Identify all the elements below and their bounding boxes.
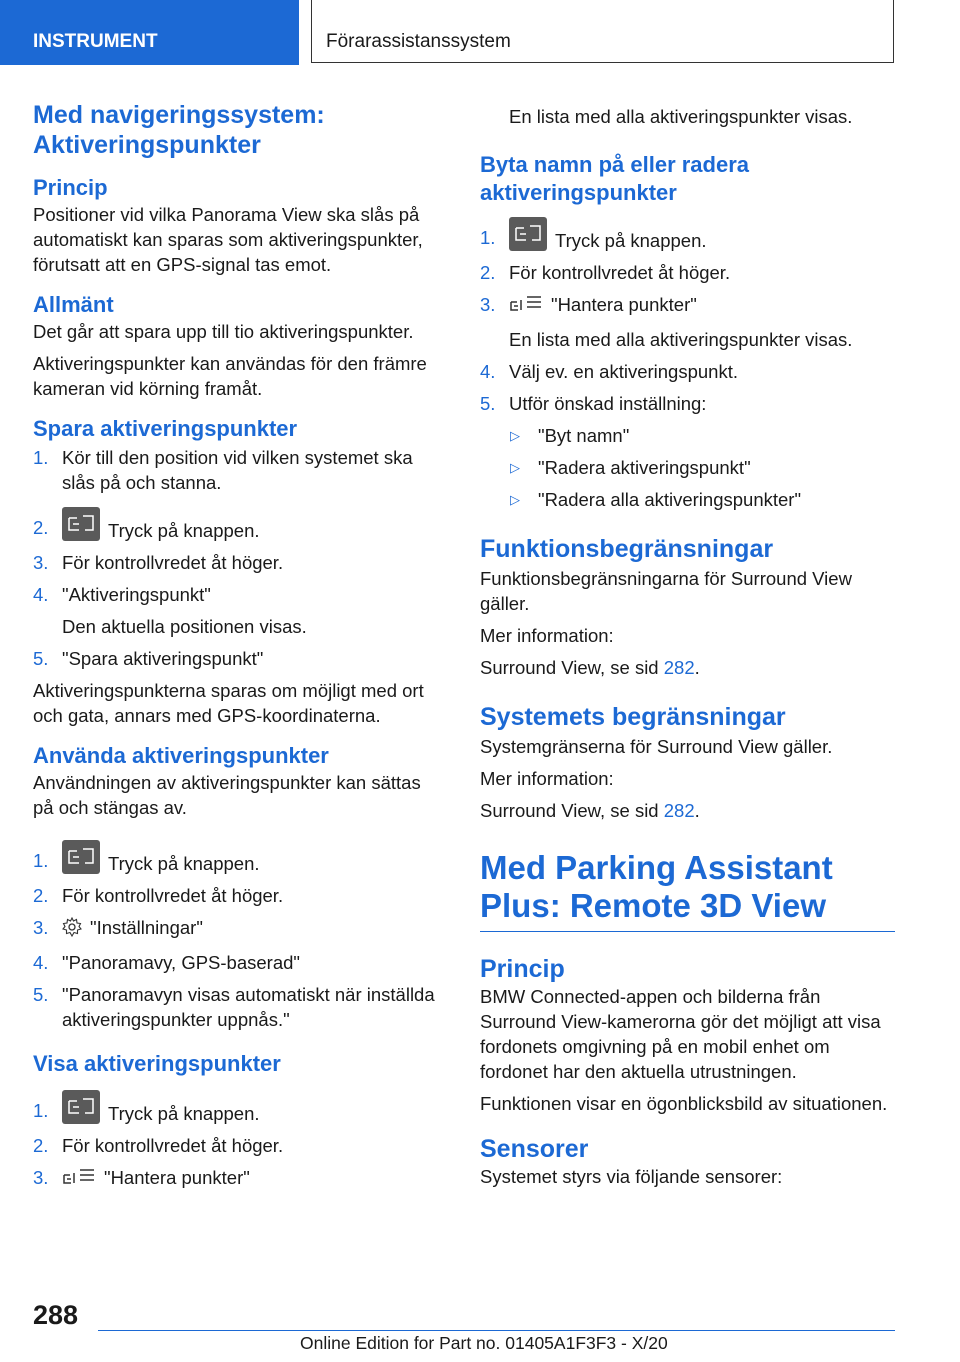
camera-button-icon xyxy=(62,507,100,541)
page-link[interactable]: 282 xyxy=(663,657,695,678)
sub-list-item: ▷ "Byt namn" xyxy=(510,425,630,446)
footer-divider xyxy=(98,1330,895,1331)
subheading-byta: Byta namn på eller radera aktiveringspunkter xyxy=(480,152,750,205)
list-item: 5. "Panoramavyn visas automatiskt när inställda aktiveringspunkter uppnås." xyxy=(33,984,435,1030)
paragraph: Mer information: xyxy=(480,625,614,646)
camera-button-icon xyxy=(509,217,547,251)
section-heading: Systemets begränsningar xyxy=(480,703,786,731)
manage-points-icon xyxy=(62,1167,96,1193)
subheading-sensorer: Sensorer xyxy=(480,1135,589,1163)
subheading-princip: Princip xyxy=(480,955,565,983)
paragraph: Användningen av aktiveringspunkter kan sättas på och stängas av. xyxy=(33,772,421,818)
list-item: 4. Välj ev. en aktiveringspunkt. xyxy=(480,361,738,382)
paragraph: Funktionen visar en ögonblicksbild av situationen. xyxy=(480,1093,888,1114)
list-item: 3. "Hantera punkter" xyxy=(480,292,895,320)
list-item: 3. För kontrollvredet åt höger. xyxy=(33,552,284,573)
list-item: 5. Utför önskad inställning: xyxy=(480,393,707,414)
list-item: 2. För kontrollvredet åt höger. xyxy=(480,262,731,283)
footer-edition: Online Edition for Part no. 01405A1F3F3 - X/20 xyxy=(300,1333,668,1353)
list-item: 2. För kontrollvredet åt höger. xyxy=(33,885,284,906)
section-title: INSTRUMENT xyxy=(33,31,158,52)
chapter-heading: Med Parking Assistant Plus: Remote 3D View xyxy=(480,849,895,932)
paragraph: Systemet styrs via följande sensorer: xyxy=(480,1166,783,1187)
list-item: 2. För kontrollvredet åt höger. xyxy=(33,1135,284,1156)
subheading-allmant: Allmänt xyxy=(33,292,114,317)
list-item: 1. Tryck på knappen. xyxy=(33,1090,443,1126)
section-tab xyxy=(0,0,299,65)
list-item: 4. "Panoramavy, GPS-baserad" xyxy=(33,952,300,973)
sub-list-item: ▷ "Radera aktiveringspunkt" xyxy=(510,457,751,478)
chapter-title: Förarassistanssystem xyxy=(326,31,511,52)
page-number: 288 xyxy=(33,1300,79,1330)
sub-list-item: ▷ "Radera alla aktiveringspunkter" xyxy=(510,489,802,510)
section-heading: Funktionsbegränsningar xyxy=(480,535,774,563)
list-item: 3. "Inställningar" xyxy=(33,915,443,943)
left-column xyxy=(33,100,443,1193)
camera-button-icon xyxy=(62,840,100,874)
subheading-visa: Visa aktiveringspunkter xyxy=(33,1051,281,1076)
paragraph: Surround View, se sid 282. xyxy=(480,657,700,678)
subheading-anvanda: Använda aktiveringspunkter xyxy=(33,743,329,768)
paragraph: Positioner vid vilka Panorama View ska slås på automatiskt kan sparas som aktiveringspunkter, förutsatt att en GPS-signal tas emot. xyxy=(33,204,423,275)
paragraph: Det går att spara upp till tio aktiveringspunkter. xyxy=(33,321,414,342)
chapter-box xyxy=(311,0,894,63)
page-link[interactable]: 282 xyxy=(663,800,695,821)
paragraph: Mer information: xyxy=(480,768,614,789)
list-item: 4. "Aktiveringspunkt" xyxy=(33,584,211,605)
camera-button-icon xyxy=(62,1090,100,1124)
paragraph: Systemgränserna för Surround View gäller. xyxy=(480,736,833,757)
list-item: 1. Kör till den position vid vilken systemet ska slås på och stanna. xyxy=(33,447,413,493)
paragraph: Surround View, se sid 282. xyxy=(480,800,700,821)
manage-points-icon xyxy=(509,294,543,320)
list-item-note: En lista med alla aktiveringspunkter visas. xyxy=(509,329,853,350)
paragraph: Aktiveringspunkter kan användas för den främre kameran vid körning framåt. xyxy=(33,353,427,399)
list-item: 5. "Spara aktiveringspunkt" xyxy=(33,648,264,669)
subheading-princip: Princip xyxy=(33,175,108,200)
list-item: 1. Tryck på knappen. xyxy=(480,217,895,253)
triangle-bullet-icon: ▷ xyxy=(510,428,520,443)
right-column xyxy=(480,100,895,1189)
list-item: 2. Tryck på knappen. xyxy=(33,507,443,543)
list-item-note: En lista med alla aktiveringspunkter visas. xyxy=(509,106,853,127)
paragraph: Aktiveringspunkterna sparas om möjligt med ort och gata, annars med GPS-koordinaterna. xyxy=(33,680,424,726)
paragraph: BMW Connected-appen och bilderna från Surround View-kamerorna gör det möjligt att visa fordonets omgivning på en mobil enhet om fordonet har den aktuella utrustningen. xyxy=(480,986,881,1082)
list-item: 1. Tryck på knappen. xyxy=(33,840,443,876)
list-item-note: Den aktuella positionen visas. xyxy=(62,616,307,637)
paragraph: Funktionsbegränsningarna för Surround View gäller. xyxy=(480,568,852,614)
triangle-bullet-icon: ▷ xyxy=(510,492,520,507)
triangle-bullet-icon: ▷ xyxy=(510,460,520,475)
subheading-spara: Spara aktiveringspunkter xyxy=(33,416,298,441)
section-heading: Med navigeringssystem: Aktiveringspunkter xyxy=(33,101,325,159)
settings-gear-icon xyxy=(62,917,82,943)
list-item: 3. "Hantera punkter" xyxy=(33,1165,443,1193)
